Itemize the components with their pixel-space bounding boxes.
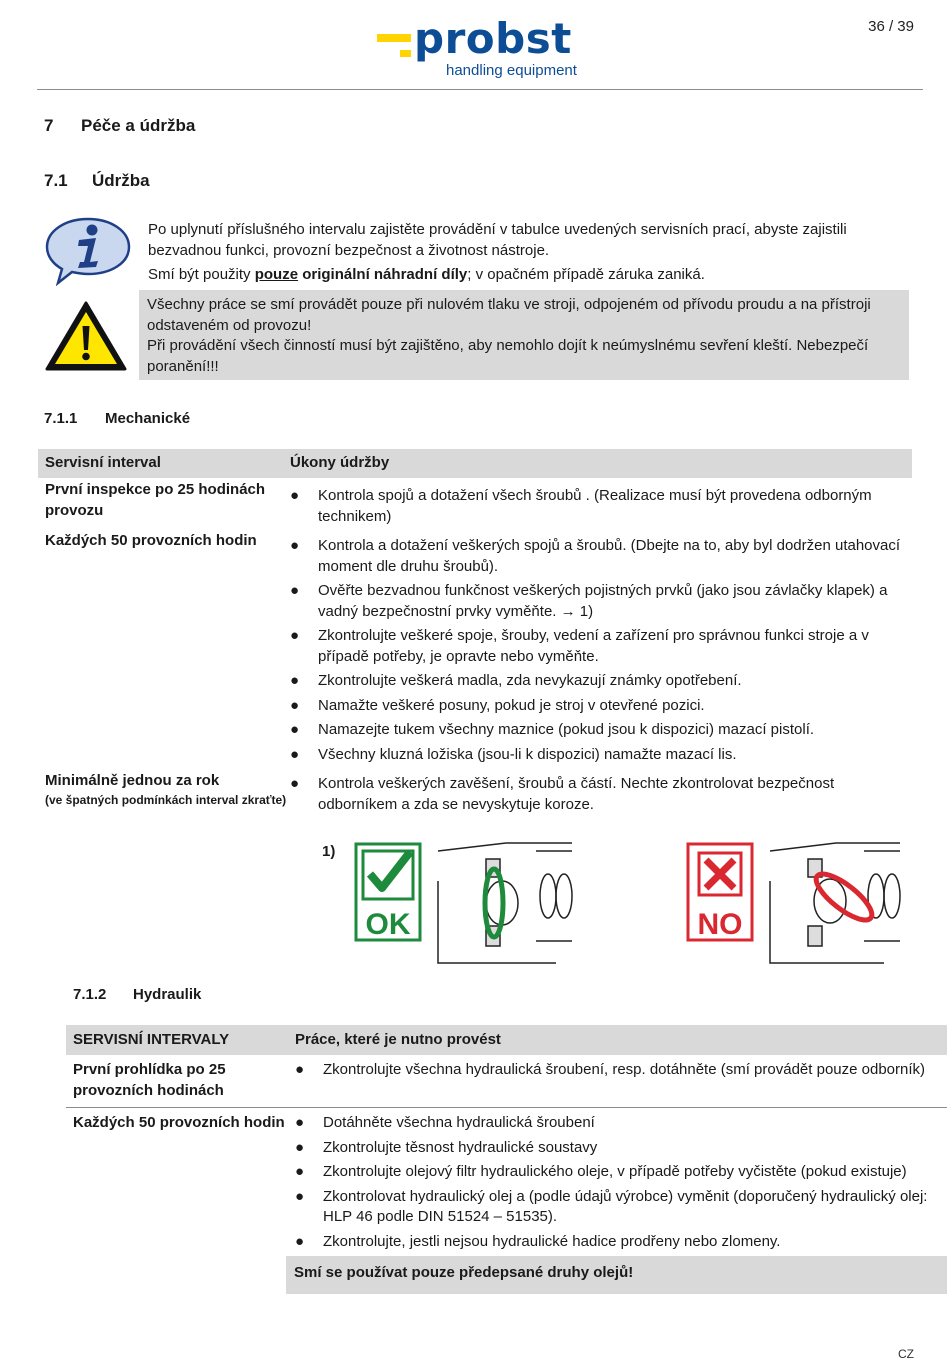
mechanical-table-header: [38, 449, 912, 478]
info-text-2-prefix: Smí být použity: [148, 266, 255, 283]
hydraulic-table-header: [66, 1025, 947, 1055]
bullet-icon: ●: [290, 745, 300, 763]
info-text-2-bold: originální náhradní díly: [298, 266, 468, 283]
list-item: [288, 774, 912, 815]
logo-bar-small: [400, 50, 411, 57]
list-item: [293, 1113, 947, 1134]
table-row: [38, 531, 912, 769]
task-list: [288, 774, 912, 815]
no-label: NO: [697, 908, 743, 941]
list-item: [288, 745, 912, 766]
section-number: 7: [44, 116, 54, 135]
task-text: Ověřte bezvadnou funkčnost veškerých pojistných prvků (jako jsou závlačky klapek) a vadný bezpečnostní prvky vyměňte. → 1): [318, 582, 888, 620]
row-interval: První prohlídka po 25 provozních hodinách: [66, 1055, 286, 1108]
col-header-interval: Servisní interval: [38, 449, 288, 478]
bullet-icon: ●: [290, 721, 300, 738]
task-text: Zkontrolujte veškeré spoje, šrouby, vedení a zařízení pro správnou funkci stroje a v případě potřeby, je opravte nebo vyměňte.: [318, 627, 869, 665]
hydraulic-heading: [73, 986, 201, 1003]
bullet-icon: ●: [290, 696, 300, 714]
task-text: Zkontrolovat hydraulický olej a (podle údajů výrobce) vyměnit (doporučený hydraulický olej: HLP 46 podle DIN 51524 – 51535).: [323, 1187, 928, 1225]
row-interval: Každých 50 provozních hodin: [73, 1114, 285, 1131]
bullet-icon: ●: [295, 1061, 305, 1078]
warning-triangle-icon: [44, 300, 128, 372]
table-row: [66, 1256, 947, 1294]
task-list: [288, 486, 912, 527]
mechanical-heading: [44, 410, 190, 427]
list-item: [288, 626, 912, 667]
task-text: Namažte veškeré posuny, pokud je stroj v otevřené pozici.: [318, 696, 705, 714]
bullet-icon: ●: [295, 1138, 305, 1156]
task-text: Zkontrolujte těsnost hydraulické soustavy: [323, 1138, 598, 1156]
list-item: [288, 581, 912, 622]
col-header-tasks: Práce, které je nutno provést: [286, 1025, 947, 1055]
mechanical-number: 7.1.1: [44, 410, 78, 427]
task-text: Kontrola veškerých zavěšení, šroubů a částí. Nechte zkontrolovat bezpečnost odborníkem a zda se nevyskytuje koroze.: [318, 775, 835, 813]
probst-logo: [372, 14, 594, 84]
task-text: Namazejte tukem všechny maznice (pokud jsou k dispozici) mazací pistolí.: [318, 721, 815, 738]
info-text-2-suffix: ; v opačném případě záruka zaniká.: [467, 266, 705, 283]
warning-text-2: Při provádění všech činností musí být zajištěno, aby nemohlo dojít k neúmyslnému sevření kleští. Nebezpečí poranění!!!: [147, 337, 869, 375]
row-interval-cell: [38, 769, 288, 819]
language-code: CZ: [898, 1347, 914, 1361]
task-text: Zkontrolujte všechna hydraulická šroubení, resp. dotáhněte (smí provádět pouze odborník): [323, 1061, 926, 1078]
ok-check-icon: [354, 842, 422, 942]
subsection-title: Údržba: [92, 171, 150, 190]
list-item: [288, 536, 912, 577]
info-text-1: Po uplynutí příslušného intervalu zajistěte provádění v tabulce uvedených servisních prací, abyste zajistili bezvadnou funkci, provozní bezpečnost a životnost nástroje.: [148, 221, 847, 259]
ok-label: OK: [365, 908, 411, 941]
bullet-icon: ●: [290, 537, 300, 554]
list-item: [288, 696, 912, 717]
page-number: 36 / 39: [868, 18, 914, 35]
warning-box: [139, 290, 909, 380]
task-text: Všechny kluzná ložiska (jsou-li k dispozici) namažte mazací lis.: [318, 745, 737, 763]
row-interval: Minimálně jednou za rok: [45, 772, 220, 789]
pin-incorrect-illustration: [768, 841, 902, 965]
table-row: [66, 1055, 947, 1108]
bullet-icon: ●: [295, 1187, 305, 1205]
header-divider: [37, 89, 923, 90]
task-text: Zkontrolujte veškerá madla, zda nevykazují známky opotřebení.: [318, 672, 742, 689]
hydraulic-table: [66, 1025, 947, 1294]
warning-text-1: Všechny práce se smí provádět pouze při nulovém tlaku ve stroji, odpojeném od přívodu proudu a na přístroji odstaveném od provozu!: [147, 296, 871, 334]
task-text: Kontrola a dotažení veškerých spojů a šroubů. (Dbejte na to, aby byl dodržen utahovací moment dle druhu šroubů).: [318, 537, 901, 575]
row-interval: Každých 50 provozních hodin: [45, 532, 257, 549]
task-list: [293, 1113, 947, 1252]
list-item: [293, 1232, 947, 1253]
logo-wordmark: probst: [414, 14, 572, 63]
info-text-2: [148, 264, 893, 285]
bullet-icon: ●: [290, 487, 300, 504]
section-heading: [44, 116, 195, 136]
no-cross-icon: [686, 842, 754, 942]
task-list: [288, 536, 912, 765]
bullet-icon: ●: [290, 582, 300, 599]
hydraulic-title: Hydraulik: [133, 986, 202, 1003]
list-item: [293, 1187, 947, 1228]
logo-bar: [377, 34, 411, 42]
row-interval: První inspekce po 25 hodinách provozu: [45, 481, 266, 519]
bullet-icon: ●: [295, 1232, 305, 1250]
mechanical-table: [38, 449, 912, 819]
list-item: [288, 671, 912, 692]
col-header-tasks: Úkony údržby: [288, 449, 912, 478]
row-interval-note: (ve špatných podmínkách interval zkraťte): [45, 792, 287, 807]
bullet-icon: ●: [295, 1114, 305, 1131]
mechanical-title: Mechanické: [105, 410, 191, 427]
list-item: [293, 1060, 947, 1081]
task-text: Zkontrolujte olejový filtr hydraulického oleje, v případě potřeby vyčistěte (pokud existuje): [323, 1163, 907, 1180]
section-title: Péče a údržba: [81, 116, 196, 135]
bullet-icon: ●: [290, 672, 300, 689]
list-item: [293, 1138, 947, 1159]
list-item: [288, 720, 912, 741]
logo-tagline: handling equipment: [446, 62, 577, 79]
footnote-label: 1): [322, 843, 336, 860]
info-speech-bubble-icon: [44, 216, 132, 286]
table-row: [66, 1108, 947, 1257]
col-header-interval: SERVISNÍ INTERVALY: [66, 1025, 286, 1055]
list-item: [288, 486, 912, 527]
task-text: Zkontrolujte, jestli nejsou hydraulické hadice prodřeny nebo zlomeny.: [323, 1232, 781, 1250]
table-row: [38, 478, 912, 531]
subsection-number: 7.1: [44, 171, 68, 190]
bullet-icon: ●: [290, 627, 300, 644]
task-list: [293, 1060, 947, 1081]
pin-correct-illustration: [436, 841, 574, 965]
task-text: Dotáhněte všechna hydraulická šroubení: [323, 1114, 595, 1131]
info-text-2-underline: pouze: [254, 266, 299, 283]
oil-note: Smí se používat pouze předepsané druhy olejů!: [286, 1256, 947, 1294]
task-text: Kontrola spojů a dotažení všech šroubů . (Realizace musí být provedena odborným technikem): [318, 487, 872, 525]
table-row: [38, 769, 912, 819]
hydraulic-number: 7.1.2: [73, 986, 107, 1003]
subsection-heading: [44, 171, 150, 191]
bullet-icon: ●: [290, 775, 300, 792]
bullet-icon: ●: [295, 1163, 305, 1180]
list-item: [293, 1162, 947, 1183]
